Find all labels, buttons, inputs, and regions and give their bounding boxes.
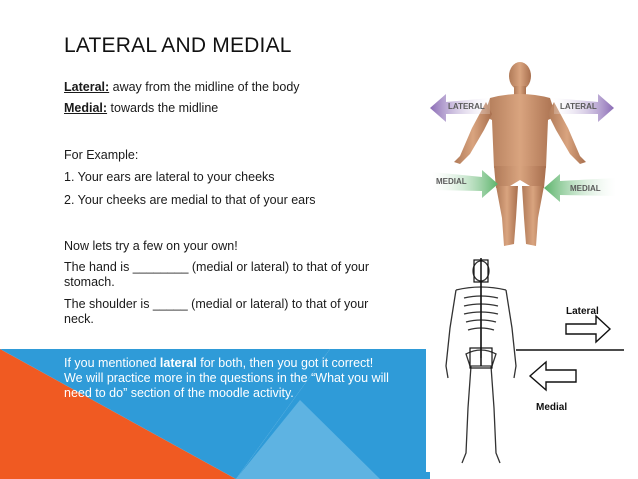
medial-arrow-right [544,174,616,202]
svg-text:LATERAL: LATERAL [448,102,485,111]
lateral-arrow [566,306,610,342]
example-item-2: 2. Your cheeks are medial to that of your ears [64,193,316,207]
closing-text: If you mentioned lateral for both, then you got it correct! We will practice more in the questions in the “What you will need to do” section of the moodle activity. [64,356,389,400]
svg-text:MEDIAL: MEDIAL [436,177,467,186]
svg-text:LATERAL: LATERAL [560,102,597,111]
medial-arrow [530,362,576,413]
slide-title: LATERAL AND MEDIAL [64,34,292,57]
skeleton-direction-figure [426,258,624,472]
lateral-definition [64,80,399,95]
lateral-text: away from the midline of the body [109,80,300,94]
body-direction-figure [420,58,625,256]
svg-text:Lateral: Lateral [566,306,599,317]
example-item-1: 1. Your ears are lateral to your cheeks [64,170,275,184]
lateral-term: Lateral: [64,80,110,94]
practice-intro: Now lets try a few on your own! [64,239,238,253]
lateral-arrow-right [554,94,614,122]
svg-text:MEDIAL: MEDIAL [570,184,601,193]
medial-text: towards the midline [107,101,219,115]
medial-term: Medial: [64,101,108,115]
practice-question-1: The hand is ________ (medial or lateral) to that of your stomach. [64,260,370,289]
svg-text:Medial: Medial [536,402,568,413]
medial-arrow-left [432,170,498,198]
human-body-back-view [454,62,586,246]
example-heading: For Example: [64,148,139,162]
closing-keyword: lateral [159,356,197,370]
practice-question-2: The shoulder is _____ (medial or lateral) to that of your neck. [64,297,369,326]
medial-definition [64,101,399,116]
